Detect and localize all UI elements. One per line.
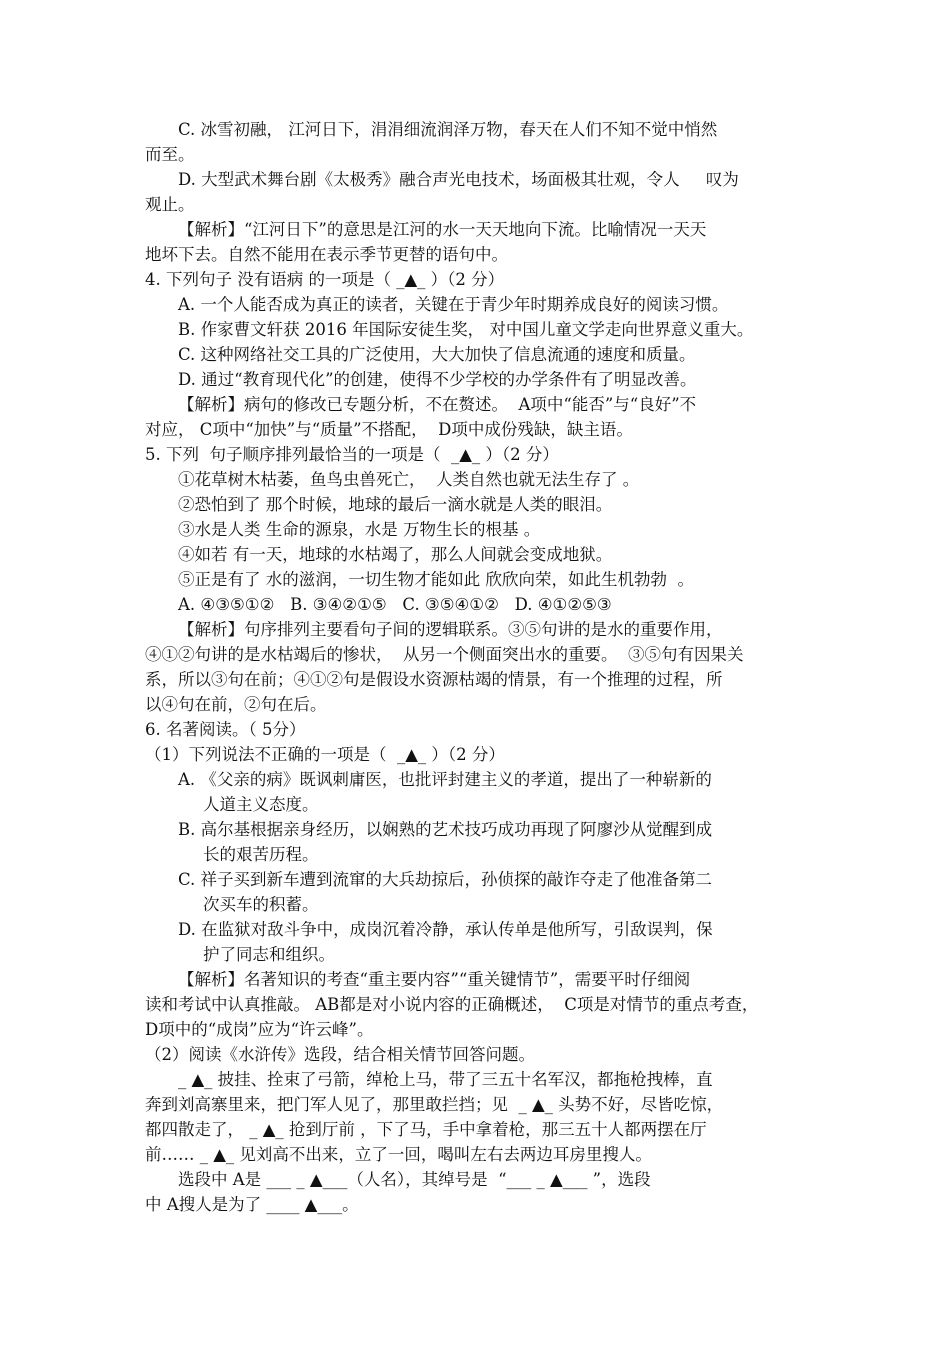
question-4-title: 4. 下列句子 没有语病 的一项是（ _▲_ ）（2 分） — [145, 270, 505, 289]
analysis-5-line2: ④①②句讲的是水枯竭后的惨状， 从另一个侧面突出水的重要。 ③⑤句有因果关 — [145, 645, 744, 664]
analysis-5-line3: 系，所以③句在前；④①②句是假设水资源枯竭的情景，有一个推理的过程，所 — [145, 670, 723, 689]
excerpt-line4: 前…… _ ▲_ 见刘高不出来，立了一回，喝叫左右去两边耳房里搜人。 — [145, 1145, 652, 1164]
q4-option-d: D. 通过“教育现代化”的创建，使得不少学校的办学条件有了明显改善。 — [178, 370, 697, 389]
excerpt-line3: 都四散走了， _ ▲_ 抢到厅前 ，下了马，手中拿着枪，那三五十人都两摆在厅 — [145, 1120, 707, 1139]
analysis-6-line1: 【解析】名著知识的考查“重主要内容”“重关键情节”，需要平时仔细阅 — [178, 970, 691, 989]
q5-sentence-5: ⑤正是有了 水的滋润，一切生物才能如此 欣欣向荣，如此生机勃勃 。 — [178, 570, 694, 589]
q6-option-c-line1: C. 祥子买到新车遭到流窜的大兵劫掠后，孙侦探的敲诈夺走了他准备第二 — [178, 870, 713, 889]
q6-1-title: （1）下列说法不正确的一项是（ _▲_ ）（2 分） — [145, 745, 505, 764]
excerpt-line1: _ ▲_ 披挂、拴束了弓箭，绰枪上马，带了三五十名军汉，都拖枪拽棒，直 — [178, 1070, 713, 1089]
q5-sentence-4: ④如若 有一天，地球的水枯竭了，那么人间就会变成地狱。 — [178, 545, 613, 564]
analysis-3-line2: 地坏下去。自然不能用在表示季节更替的语句中。 — [145, 245, 508, 264]
q6-option-c-line2: 次买车的积蓄。 — [203, 895, 319, 914]
option-d-line2: 观止。 — [145, 195, 195, 214]
q6-option-d-line2: 护了同志和组织。 — [203, 945, 335, 964]
analysis-6-line2: 读和考试中认真推敲。 AB都是对小说内容的正确概述， C项是对情节的重点考查， — [145, 995, 759, 1014]
analysis-4-line2: 对应， C项中“加快”与“质量”不搭配， D项中成份残缺，缺主语。 — [145, 420, 633, 439]
q6-2-title: （2）阅读《水浒传》选段，结合相关情节回答问题。 — [145, 1045, 535, 1064]
q4-option-c: C. 这种网络社交工具的广泛使用，大大加快了信息流通的速度和质量。 — [178, 345, 696, 364]
analysis-6-line3: D项中的“成岗”应为“许云峰”。 — [145, 1020, 374, 1039]
q6-option-d-line1: D. 在监狱对敌斗争中，成岗沉着冷静，承认传单是他所写，引敌误判，保 — [178, 920, 713, 939]
option-c-line2: 而至。 — [145, 145, 195, 164]
q6-2-question-line2: 中 A搜人是为了 ____ ▲___。 — [145, 1195, 359, 1214]
question-6-title: 6. 名著阅读。（ 5分） — [145, 720, 306, 739]
q4-option-b: B. 作家曹文轩获 2016 年国际安徒生奖， 对中国儿童文学走向世界意义重大。 — [178, 320, 754, 339]
analysis-4-line1: 【解析】病句的修改已专题分析，不在赘述。 A项中“能否”与“良好”不 — [178, 395, 697, 414]
analysis-5-line4: 以④句在前，②句在后。 — [145, 695, 327, 714]
option-d-line1: D. 大型武术舞台剧《太极秀》融合声光电技术，场面极其壮观，令人 叹为 — [178, 170, 739, 189]
q5-sentence-2: ②恐怕到了 那个时候，地球的最后一滴水就是人类的眼泪。 — [178, 495, 613, 514]
analysis-5-line1: 【解析】句序排列主要看句子间的逻辑联系。③⑤句讲的是水的重要作用， — [178, 620, 723, 639]
q6-option-b-line1: B. 高尔基根据亲身经历，以娴熟的艺术技巧成功再现了阿廖沙从觉醒到成 — [178, 820, 713, 839]
q6-option-a-line2: 人道主义态度。 — [203, 795, 319, 814]
q5-options: A. ④③⑤①② B. ③④②①⑤ C. ③⑤④①② D. ④①②⑤③ — [178, 595, 612, 614]
q6-option-a-line1: A. 《父亲的病》既讽刺庸医，也批评封建主义的孝道，提出了一种崭新的 — [178, 770, 712, 789]
q4-option-a: A. 一个人能否成为真正的读者，关键在于青少年时期养成良好的阅读习惯。 — [178, 295, 729, 314]
q6-2-question-line1: 选段中 A是 ___ _ ▲___（人名），其绰号是 “___ _ ▲___ ”，选段 — [178, 1170, 651, 1189]
analysis-3-line1: 【解析】“江河日下”的意思是江河的水一天天地向下流。比喻情况一天天 — [178, 220, 707, 239]
excerpt-line2: 奔到刘高寨里来，把门军人见了，那里敢拦挡；见 _ ▲_ 头势不好，尽皆吃惊， — [145, 1095, 724, 1114]
q5-sentence-1: ①花草树木枯萎，鱼鸟虫兽死亡， 人类自然也就无法生存了 。 — [178, 470, 640, 489]
q6-option-b-line2: 长的艰苦历程。 — [203, 845, 319, 864]
question-5-title: 5. 下列 句子顺序排列最恰当的一项是（ _▲_ ）（2 分） — [145, 445, 559, 464]
q5-sentence-3: ③水是人类 生命的源泉，水是 万物生长的根基 。 — [178, 520, 541, 539]
option-c-line1: C. 冰雪初融， 江河日下，涓涓细流润泽万物，春天在人们不知不觉中悄然 — [178, 120, 718, 139]
